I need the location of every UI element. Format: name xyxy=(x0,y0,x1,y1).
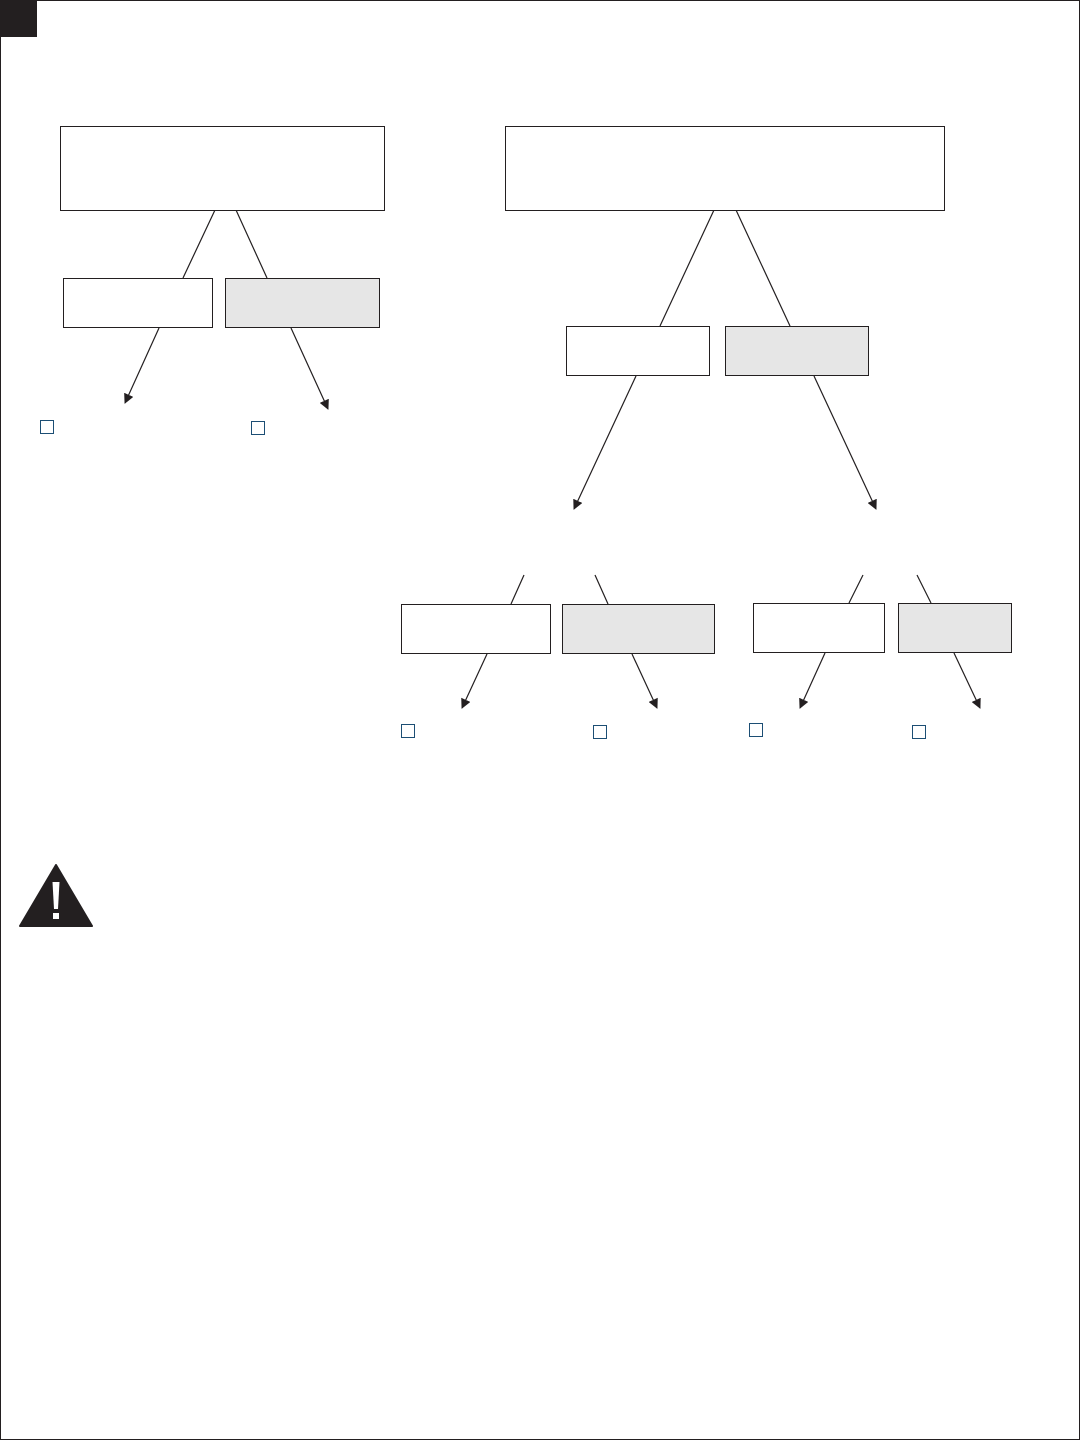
left-question-box xyxy=(60,126,385,211)
sub-a-outcome-no-checkbox[interactable] xyxy=(593,725,607,739)
sub-a-yes-box xyxy=(401,604,551,654)
left-yes-box xyxy=(63,278,213,328)
sub-b-arrow-no xyxy=(954,653,980,708)
sub-b-outcome-yes-checkbox[interactable] xyxy=(749,723,763,737)
sub-b-yes-box xyxy=(753,603,885,653)
right-question-box xyxy=(505,126,945,211)
left-outcome-no-checkbox[interactable] xyxy=(251,421,265,435)
left-no-box xyxy=(225,278,380,328)
right-arrow-no xyxy=(814,376,876,509)
sub-a-no-box xyxy=(562,604,715,654)
sub-a-connector-yes xyxy=(511,575,524,604)
sub-b-arrow-yes xyxy=(800,653,825,708)
right-yes-box xyxy=(566,326,710,376)
connector-lines xyxy=(1,1,1080,1441)
sub-a-arrow-yes xyxy=(462,654,487,708)
left-outcome-yes-checkbox[interactable] xyxy=(40,420,54,434)
sub-a-outcome-yes-checkbox[interactable] xyxy=(401,724,415,738)
left-arrow-no xyxy=(291,328,328,409)
sub-a-connector-no xyxy=(595,575,608,604)
sub-a-arrow-no xyxy=(632,654,657,708)
right-connector-no xyxy=(736,210,790,326)
right-connector-yes xyxy=(660,210,714,326)
right-no-box xyxy=(725,326,869,376)
right-arrow-yes xyxy=(574,376,636,509)
left-connector-no xyxy=(236,210,267,278)
sub-b-connector-no xyxy=(917,575,931,603)
sub-b-no-box xyxy=(898,603,1012,653)
sub-b-connector-yes xyxy=(849,575,863,603)
warning-triangle-icon xyxy=(18,863,94,929)
left-arrow-yes xyxy=(125,328,159,403)
sub-b-outcome-no-checkbox[interactable] xyxy=(912,725,926,739)
left-connector-yes xyxy=(183,210,215,278)
